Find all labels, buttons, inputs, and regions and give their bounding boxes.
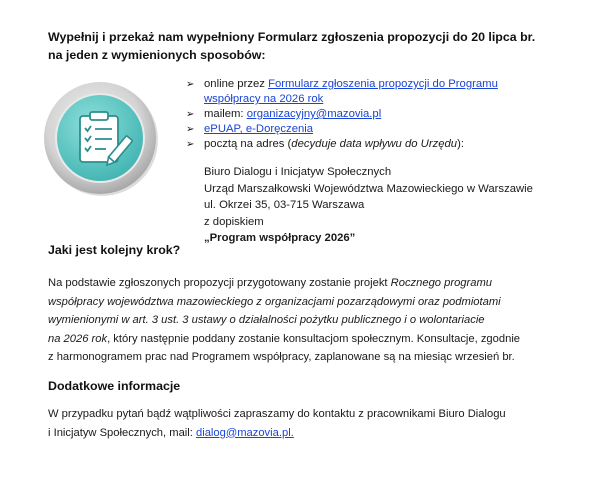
email-link[interactable]: organizacyjny@mazovia.pl <box>246 108 382 120</box>
next-step-italic-4: na 2026 rok <box>48 332 108 345</box>
post-prefix: pocztą na adres ( <box>204 138 292 150</box>
form-link[interactable]: Formularz zgłoszenia propozycji do Programu <box>268 78 498 90</box>
additional-info-heading: Dodatkowe informacje <box>48 379 181 393</box>
post-suffix: ): <box>457 138 464 150</box>
next-step-heading: Jaki jest kolejny krok? <box>48 243 181 257</box>
online-prefix: online przez <box>204 78 269 90</box>
post-note: decyduje data wpływu do Urzędu <box>291 138 458 150</box>
next-step-text-4: , który następnie poddany zostanie konsultacjom społecznym. Konsultacje, zgodnie <box>107 332 521 345</box>
additional-text-2: i Inicjatyw Społecznych, mail: <box>48 426 196 439</box>
intro-heading-line-1: Wypełnij i przekaż nam wypełniony Formularz zgłoszenia propozycji do 20 lipca br. <box>48 30 536 44</box>
submission-methods-list <box>186 77 586 152</box>
arrow-bullet-icon: ➢ <box>186 124 195 135</box>
address-note-prefix: z dopiskiem <box>204 215 264 228</box>
next-step-text-1: Na podstawie zgłoszonych propozycji przygotowany zostanie projekt <box>48 277 391 289</box>
address-line-3: ul. Okrzei 35, 03-715 Warszawa <box>204 199 365 211</box>
list-item-post <box>186 137 586 152</box>
list-item-epuap <box>186 122 586 137</box>
arrow-bullet-icon: ➢ <box>186 109 195 120</box>
mail-prefix: mailem: <box>204 108 247 120</box>
address-line-2: Urząd Marszałkowski Województwa Mazowieckiego w Warszawie <box>204 182 533 195</box>
dialog-email-link[interactable]: dialog@mazovia.pl. <box>195 426 294 439</box>
epuap-link[interactable]: ePUAP, e-Doręczenia <box>204 123 314 135</box>
next-step-italic-3: wymienionymi w art. 3 ust. 3 ustawy o działalności pożytku publicznego i o wolontariacie <box>48 314 485 326</box>
next-step-italic-1: Rocznego programu <box>390 277 493 289</box>
additional-info-paragraph <box>48 405 593 442</box>
intro-heading <box>48 28 588 64</box>
arrow-bullet-icon: ➢ <box>186 79 195 90</box>
list-item-online <box>186 77 586 107</box>
next-step-text-5: z harmonogramem prac nad Programem współpracy, zaplanowane są na miesiąc wrzesień br. <box>48 351 515 363</box>
address-line-1: Biuro Dialogu i Inicjatyw Społecznych <box>204 166 392 178</box>
address-note: „Program współpracy 2026” <box>204 232 356 244</box>
next-step-paragraph <box>48 274 593 367</box>
form-link-continued[interactable]: współpracy na 2026 rok <box>204 93 324 105</box>
clipboard-checklist-icon <box>40 78 160 198</box>
intro-heading-line-2: na jeden z wymienionych sposobów: <box>48 48 266 62</box>
list-item-mail <box>186 107 586 122</box>
additional-text-1: W przypadku pytań bądź wątpliwości zapraszamy do kontaktu z pracownikami Biuro Dialogu <box>48 408 506 420</box>
address-line-4 <box>204 214 594 247</box>
next-step-italic-2: współpracy województwa mazowieckiego z organizacjami pozarządowymi oraz podmiotami <box>48 295 501 308</box>
postal-address <box>204 164 594 247</box>
arrow-bullet-icon: ➢ <box>186 139 195 150</box>
